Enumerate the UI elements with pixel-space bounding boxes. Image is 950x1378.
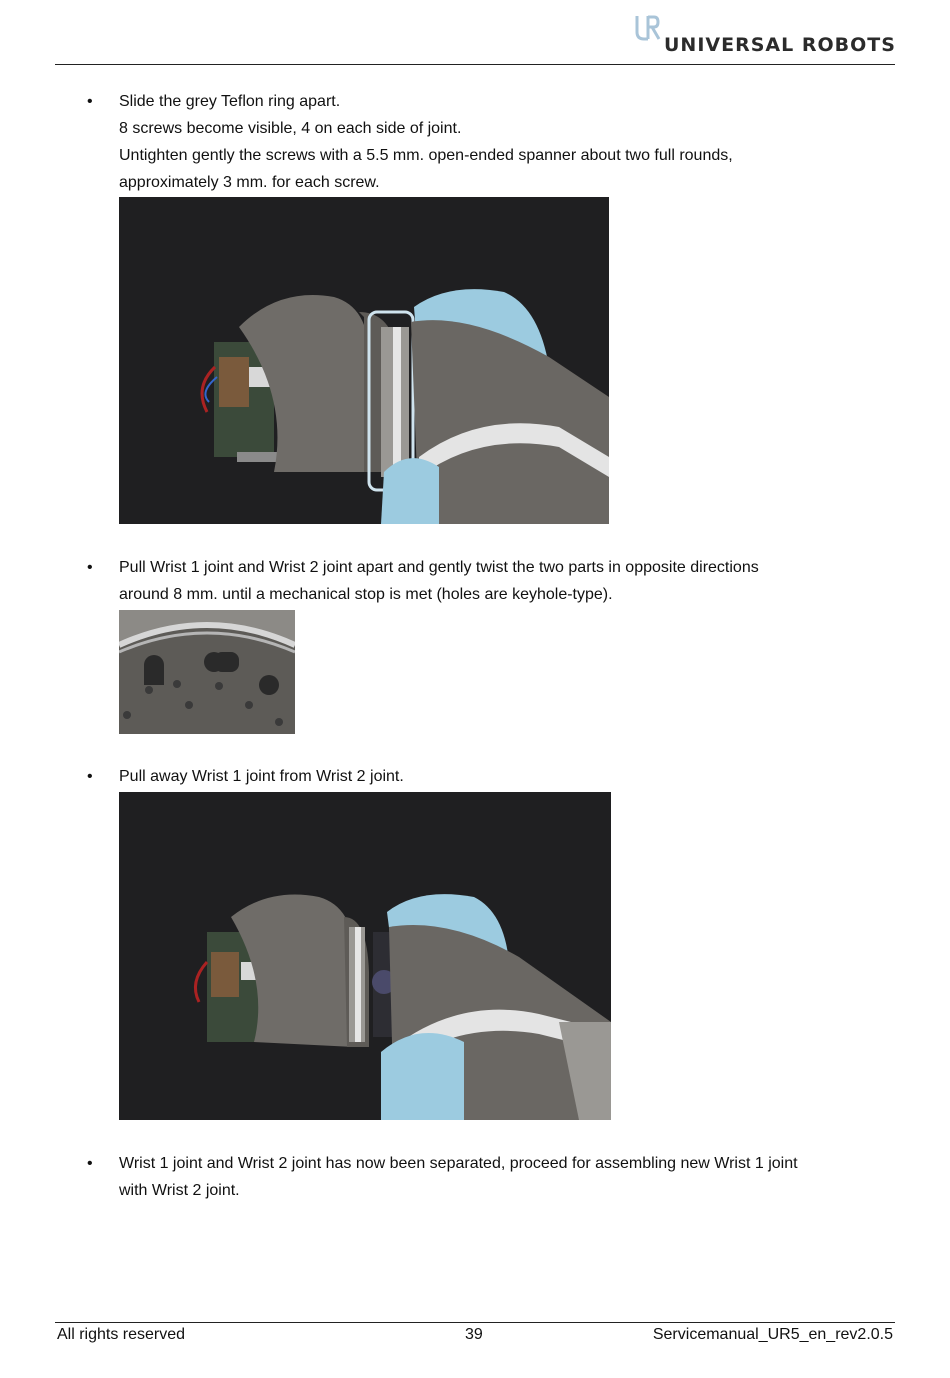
- photo-keyhole-closeup: [119, 610, 295, 734]
- photo-teflon-ring: [119, 197, 609, 524]
- footer-copyright: All rights reserved: [57, 1326, 186, 1343]
- universal-robots-logo: [634, 12, 894, 60]
- step-4-line-1: Wrist 1 joint and Wrist 2 joint has now been separated, proceed for assembling new Wrist 1 joint: [119, 1155, 798, 1172]
- step-1-line-4: approximately 3 mm. for each screw.: [119, 174, 380, 191]
- footer-page-number: 39: [465, 1326, 483, 1343]
- step-2-line-1: Pull Wrist 1 joint and Wrist 2 joint apart and gently twist the two parts in opposite directions: [119, 559, 759, 576]
- logo-text: UNIVERSAL ROBOTS: [664, 34, 896, 56]
- bullet-3: •: [87, 768, 93, 785]
- footer-document-id: Servicemanual_UR5_en_rev2.0.5: [652, 1326, 893, 1343]
- bullet-1: •: [87, 93, 93, 110]
- step-2-text: [119, 554, 899, 608]
- bullet-4: •: [87, 1155, 93, 1172]
- step-2-line-2: around 8 mm. until a mechanical stop is met (holes are keyhole-type).: [119, 586, 613, 603]
- step-1-line-2: 8 screws become visible, 4 on each side of joint.: [119, 120, 462, 137]
- step-4-text: [119, 1150, 899, 1204]
- ur-logo-mark-icon: [634, 14, 664, 44]
- step-1-line-1: Slide the grey Teflon ring apart.: [119, 93, 341, 110]
- step-1-text: [119, 88, 899, 196]
- step-1-line-3: Untighten gently the screws with a 5.5 mm. open-ended spanner about two full rounds,: [119, 147, 733, 164]
- step-3-line-1: Pull away Wrist 1 joint from Wrist 2 joint.: [119, 768, 404, 785]
- header-rule: [55, 64, 895, 65]
- footer-rule: [55, 1322, 895, 1323]
- step-4-line-2: with Wrist 2 joint.: [119, 1182, 240, 1199]
- step-3-text: [119, 763, 899, 790]
- photo-joints-separated: [119, 792, 611, 1120]
- bullet-2: •: [87, 559, 93, 576]
